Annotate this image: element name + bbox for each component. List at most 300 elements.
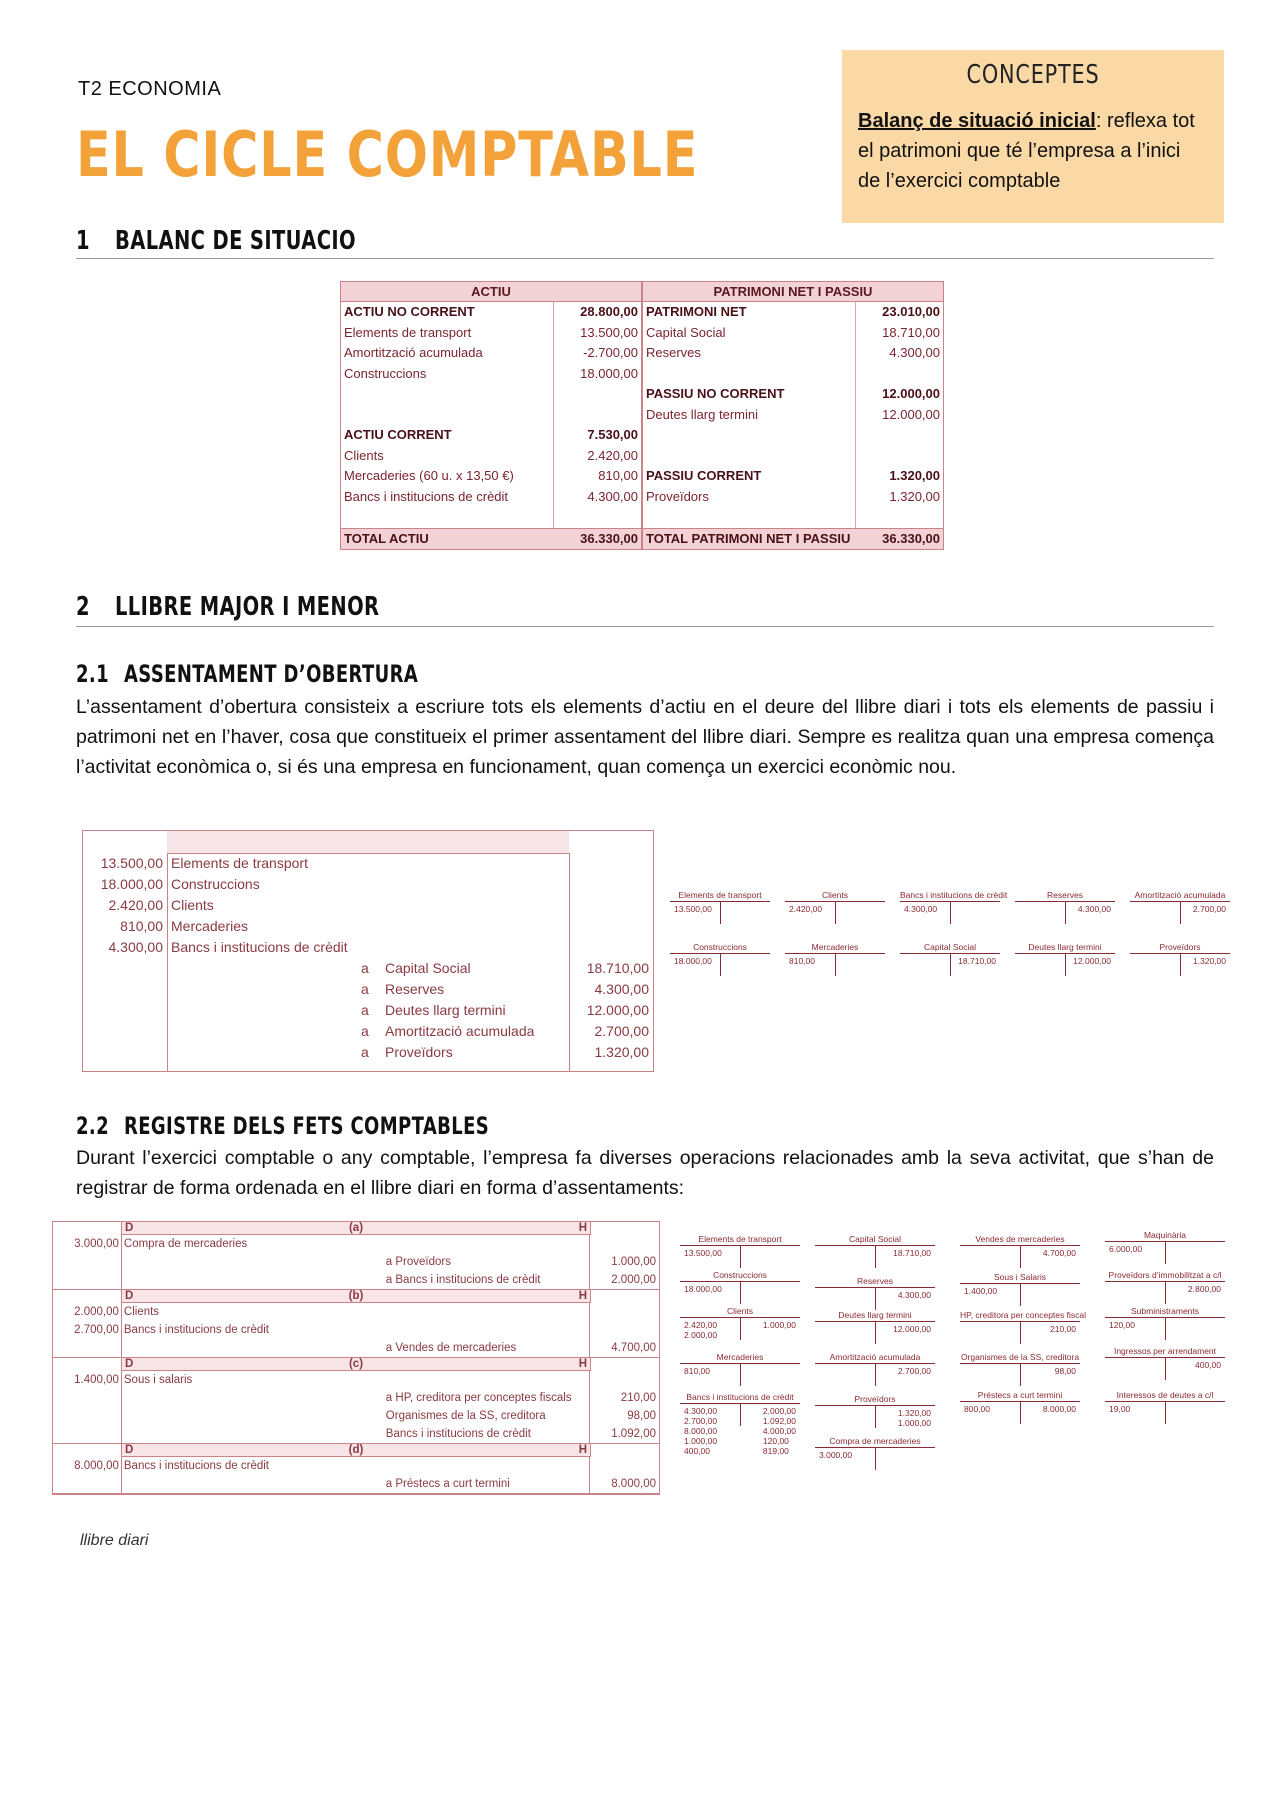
t-account-debit: 810,00 bbox=[789, 956, 815, 966]
balance-value: 1.320,00 bbox=[855, 487, 940, 508]
balance-label: Mercaderies (60 u. x 13,50 €) bbox=[344, 468, 514, 483]
balance-label: Clients bbox=[344, 447, 384, 463]
divider bbox=[76, 626, 1214, 627]
opening-debit-amount: 810,00 bbox=[120, 918, 163, 934]
t-account bbox=[680, 1234, 800, 1262]
t-account-name: Bancs i institucions de crèdit bbox=[900, 890, 1008, 900]
t-account-debit: 3.000,00 bbox=[819, 1450, 853, 1460]
t-account-name: Reserves bbox=[1015, 890, 1115, 902]
section-1-heading: 1 BALANC DE SITUACIO bbox=[76, 226, 357, 256]
journal-debit-amount bbox=[53, 1425, 121, 1443]
t-account-debit: 2.420,00 2.000,00 bbox=[684, 1320, 718, 1340]
t-account bbox=[1130, 890, 1230, 918]
journal-credit-amount: 2.000,00 bbox=[611, 1274, 656, 1286]
journal-line bbox=[53, 1457, 659, 1475]
t-account-credit: 18.710,00 bbox=[958, 956, 996, 966]
balance-row bbox=[341, 302, 641, 323]
balance-row bbox=[341, 446, 641, 467]
balance-value: 4.300,00 bbox=[553, 487, 638, 508]
balance-value: -2.700,00 bbox=[553, 343, 638, 364]
balance-value: 7.530,00 bbox=[553, 425, 638, 446]
t-account bbox=[670, 942, 770, 970]
balance-row bbox=[341, 425, 641, 446]
journal-entry-header bbox=[121, 1444, 591, 1457]
journal-debit-marker: D bbox=[125, 1222, 134, 1234]
journal-credit-amount: 210,00 bbox=[620, 1392, 656, 1404]
balance-value: 18.000,00 bbox=[553, 364, 638, 385]
journal-description: a Préstecs a curt termini bbox=[121, 1475, 590, 1493]
t-account-credit: 4.700,00 bbox=[1042, 1248, 1076, 1258]
journal-debit-marker: D bbox=[125, 1358, 134, 1370]
opening-credit-amount: 4.300,00 bbox=[594, 981, 649, 997]
opening-credit-amount: 1.320,00 bbox=[594, 1044, 649, 1060]
journal-entry bbox=[53, 1290, 659, 1358]
journal-entry bbox=[53, 1222, 659, 1290]
balance-value bbox=[553, 384, 638, 405]
balance-row bbox=[341, 466, 641, 487]
journal-credit-amount: 8.000,00 bbox=[611, 1478, 656, 1490]
journal-line bbox=[53, 1321, 659, 1339]
balance-row bbox=[341, 487, 641, 508]
balance-row bbox=[341, 343, 641, 364]
opening-debit-amount: 2.420,00 bbox=[108, 897, 163, 913]
balance-value bbox=[855, 364, 940, 385]
t-account-debit: 120,00 bbox=[1109, 1320, 1135, 1330]
balance-label: Elements de transport bbox=[344, 324, 472, 340]
t-account bbox=[1105, 1270, 1225, 1298]
journal-description: a Proveïdors bbox=[121, 1253, 590, 1271]
t-account-debit: 800,00 bbox=[964, 1404, 990, 1414]
journal-credit-amount bbox=[590, 1303, 659, 1321]
balance-right-header: PATRIMONI NET I PASSIU bbox=[713, 284, 873, 299]
opening-credit-account: Amortització acumulada bbox=[385, 1023, 535, 1039]
course-label: T2 ECONOMIA bbox=[78, 78, 222, 100]
t-account-body bbox=[1015, 902, 1115, 918]
journal-caption: llibre diari bbox=[80, 1532, 149, 1549]
t-account-body bbox=[815, 1406, 935, 1432]
journal-credit-marker: H bbox=[578, 1290, 587, 1302]
balance-value: 1.320,00 bbox=[855, 466, 940, 487]
journal-debit-amount: 2.700,00 bbox=[74, 1324, 119, 1336]
balance-row bbox=[643, 487, 943, 508]
balance-row bbox=[643, 323, 943, 344]
journal-credit-amount bbox=[590, 1371, 659, 1389]
t-account-body bbox=[670, 902, 770, 918]
balance-label: Capital Social bbox=[646, 324, 726, 340]
concepts-text bbox=[858, 106, 1208, 196]
journal-line bbox=[53, 1475, 659, 1493]
t-account-credit: 400,00 bbox=[1195, 1360, 1221, 1370]
t-account-debit: 2.420,00 bbox=[789, 904, 823, 914]
balance-left-header: ACTIU bbox=[341, 282, 643, 301]
balance-row bbox=[643, 405, 943, 426]
opening-debit-amount: 18.000,00 bbox=[100, 876, 163, 892]
total-actiu-label: TOTAL ACTIU bbox=[344, 530, 429, 546]
t-account bbox=[960, 1310, 1086, 1338]
t-account-body bbox=[670, 954, 770, 970]
journal-credit-amount: 98,00 bbox=[627, 1410, 656, 1422]
journal-line bbox=[53, 1303, 659, 1321]
journal-line bbox=[53, 1389, 659, 1407]
journal-entry bbox=[53, 1444, 659, 1494]
t-account-name: Clients bbox=[680, 1306, 800, 1318]
balance-value bbox=[855, 446, 940, 467]
t-account-debit: 18.000,00 bbox=[674, 956, 712, 966]
journal-credit-marker: H bbox=[578, 1222, 587, 1234]
t-account-name: Sous i Salaris bbox=[960, 1272, 1080, 1284]
journal-line bbox=[53, 1425, 659, 1443]
t-account-name: Proveïdors bbox=[815, 1394, 935, 1406]
balance-value: 23.010,00 bbox=[855, 302, 940, 323]
t-account-name: Construccions bbox=[680, 1270, 800, 1282]
t-account-debit: 6.000,00 bbox=[1109, 1244, 1143, 1254]
t-account-body bbox=[785, 902, 885, 918]
t-account bbox=[1015, 942, 1115, 970]
t-account bbox=[785, 890, 885, 918]
t-account-name: Amortització acumulada bbox=[1130, 890, 1230, 902]
t-account-name: Subministraments bbox=[1105, 1306, 1225, 1318]
balance-row bbox=[643, 302, 943, 323]
opening-debit-account: Construccions bbox=[171, 876, 260, 892]
opening-credit-prefix: a bbox=[361, 981, 369, 997]
t-account bbox=[680, 1306, 800, 1344]
t-account-body bbox=[785, 954, 885, 970]
journal-line bbox=[53, 1253, 659, 1271]
opening-entry-header bbox=[167, 831, 569, 854]
opening-credit-prefix: a bbox=[361, 1044, 369, 1060]
balance-label: ACTIU NO CORRENT bbox=[344, 304, 475, 319]
balance-row bbox=[341, 405, 641, 426]
journal-entry-id: (a) bbox=[348, 1222, 364, 1234]
opening-credit-account: Capital Social bbox=[385, 960, 471, 976]
concepts-title: CONCEPTES bbox=[966, 60, 1100, 90]
journal-description: a Bancs i institucions de crèdit bbox=[121, 1271, 590, 1289]
journal-debit-amount bbox=[53, 1271, 121, 1289]
opening-debit-account: Mercaderies bbox=[171, 918, 249, 934]
t-account-name: HP, creditora per conceptes fiscal bbox=[960, 1310, 1086, 1320]
t-account-body bbox=[815, 1448, 935, 1464]
t-account-body bbox=[680, 1318, 800, 1344]
journal-entry-header bbox=[121, 1222, 591, 1235]
opening-debit-account: Clients bbox=[171, 897, 214, 913]
journal-credit-marker: H bbox=[578, 1444, 587, 1456]
t-account-credit: 2.700,00 bbox=[897, 1366, 931, 1376]
journal-entry-id: (d) bbox=[348, 1444, 364, 1456]
t-account-name: Bancs i institucions de crèdit bbox=[680, 1392, 800, 1404]
balance-value: 13.500,00 bbox=[553, 323, 638, 344]
journal-credit-amount bbox=[590, 1235, 659, 1253]
t-account bbox=[1105, 1306, 1225, 1334]
balance-row bbox=[643, 466, 943, 487]
section-2-heading: 2 LLIBRE MAJOR I MENOR bbox=[76, 592, 380, 622]
t-account bbox=[785, 942, 885, 970]
t-account-credit: 210,00 bbox=[1050, 1324, 1076, 1334]
t-account bbox=[680, 1392, 800, 1460]
t-account-debit: 18.000,00 bbox=[684, 1284, 722, 1294]
opening-credit-amount: 12.000,00 bbox=[586, 1002, 649, 1018]
journal-debit-amount bbox=[53, 1339, 121, 1357]
journal-debit-marker: D bbox=[125, 1444, 134, 1456]
opening-credit-amount: 18.710,00 bbox=[586, 960, 649, 976]
t-account-name: Organismes de la SS, creditora bbox=[960, 1352, 1080, 1362]
t-account-body bbox=[960, 1364, 1080, 1380]
balance-row bbox=[643, 425, 943, 446]
t-account bbox=[960, 1272, 1080, 1300]
t-account-body bbox=[960, 1284, 1080, 1300]
t-account-name: Elements de transport bbox=[680, 1234, 800, 1246]
balance-label: Amortització acumulada bbox=[344, 345, 483, 360]
t-account-debit: 4.300,00 2.700,00 8.000,00 1.000,00 400,00 bbox=[684, 1406, 718, 1456]
t-account-body bbox=[960, 1246, 1080, 1262]
opening-credit-account: Proveïdors bbox=[385, 1044, 453, 1060]
t-account-name: Interessos de deutes a c/l bbox=[1105, 1390, 1225, 1402]
balance-right-column bbox=[643, 302, 943, 528]
t-account-name: Compra de mercaderies bbox=[815, 1436, 935, 1448]
t-account-body bbox=[900, 902, 1000, 918]
t-account-body bbox=[815, 1322, 935, 1338]
t-account-debit: 13.500,00 bbox=[674, 904, 712, 914]
t-account-debit: 4.300,00 bbox=[904, 904, 938, 914]
t-account-body bbox=[960, 1402, 1080, 1418]
t-account-credit: 98,00 bbox=[1054, 1366, 1076, 1376]
balance-row bbox=[341, 323, 641, 344]
opening-debit-account: Bancs i institucions de crèdit bbox=[171, 939, 348, 955]
total-actiu-value: 36.330,00 bbox=[580, 530, 638, 546]
balance-value bbox=[855, 425, 940, 446]
balance-value: 4.300,00 bbox=[855, 343, 940, 364]
balance-value: 18.710,00 bbox=[855, 323, 940, 344]
balance-label: PASSIU NO CORRENT bbox=[646, 386, 785, 401]
t-account-debit: 19,00 bbox=[1109, 1404, 1131, 1414]
concepts-box bbox=[842, 50, 1224, 223]
t-account-credit: 2.800,00 bbox=[1187, 1284, 1221, 1294]
journal-debit-amount bbox=[53, 1253, 121, 1271]
t-account bbox=[680, 1352, 800, 1380]
t-account-name: Vendes de mercaderies bbox=[960, 1234, 1080, 1246]
journal-credit-amount: 1.092,00 bbox=[611, 1428, 656, 1440]
t-account-body bbox=[1105, 1242, 1225, 1258]
t-account-name: Mercaderies bbox=[680, 1352, 800, 1364]
journal-description: Bancs i institucions de crèdit bbox=[121, 1321, 590, 1339]
t-account-name: Deutes llarg termini bbox=[815, 1310, 935, 1322]
t-account bbox=[1105, 1390, 1225, 1418]
opening-credit-prefix: a bbox=[361, 1023, 369, 1039]
t-account-credit: 12.000,00 bbox=[893, 1324, 931, 1334]
t-account-body bbox=[680, 1404, 800, 1460]
t-account-body bbox=[1130, 954, 1230, 970]
opening-credit-amount: 2.700,00 bbox=[594, 1023, 649, 1039]
t-account-body bbox=[1015, 954, 1115, 970]
journal-description: Compra de mercaderies bbox=[121, 1235, 590, 1253]
balance-row bbox=[341, 507, 641, 528]
balance-label: Reserves bbox=[646, 345, 701, 360]
t-account-name: Proveïdors bbox=[1130, 942, 1230, 954]
t-account-name: Deutes llarg termini bbox=[1015, 942, 1115, 954]
journal-debit-amount: 2.000,00 bbox=[74, 1306, 119, 1318]
t-account-credit: 1.320,00 1.000,00 bbox=[897, 1408, 931, 1428]
section-2-1-heading: 2.1 ASSENTAMENT D’OBERTURA bbox=[76, 660, 419, 688]
balance-row bbox=[643, 446, 943, 467]
balance-label: PASSIU CORRENT bbox=[646, 468, 762, 483]
page-title: EL CICLE COMPTABLE bbox=[76, 118, 699, 191]
journal-credit-amount bbox=[590, 1321, 659, 1339]
t-account-name: Elements de transport bbox=[670, 890, 770, 902]
balance-row bbox=[643, 507, 943, 528]
balance-value bbox=[553, 507, 638, 528]
journal-credit-amount: 1.000,00 bbox=[611, 1256, 656, 1268]
balance-row bbox=[643, 364, 943, 385]
balance-value: 810,00 bbox=[553, 466, 638, 487]
journal-entry-id: (c) bbox=[348, 1358, 364, 1370]
opening-credit-prefix: a bbox=[361, 1002, 369, 1018]
t-account bbox=[815, 1394, 935, 1432]
t-account bbox=[670, 890, 770, 918]
concept-term: Balanç de situació inicial bbox=[858, 110, 1096, 132]
t-account-body bbox=[1105, 1358, 1225, 1374]
opening-debit-amount: 13.500,00 bbox=[100, 855, 163, 871]
journal-description: Bancs i institucions de crèdit bbox=[121, 1425, 590, 1443]
balance-sheet bbox=[340, 281, 944, 550]
t-account bbox=[815, 1352, 935, 1380]
journal-entry-id: (b) bbox=[348, 1290, 364, 1302]
t-account bbox=[680, 1270, 800, 1298]
t-account-body bbox=[680, 1282, 800, 1298]
opening-entry bbox=[82, 830, 654, 1072]
t-account-body bbox=[815, 1288, 935, 1304]
journal-entry-header bbox=[121, 1358, 591, 1371]
section-2-1-text: L’assentament d’obertura consisteix a escriure tots els elements d’actiu en el deure del llibre diari i tots els elements de passiu i patrimoni net en l’haver, cosa que constitueix el primer assentament del llibre diari. Sempre es realitza quan una empresa comença l’activitat econòmica o, si és una empresa en funcionament, quan comença un exercici econòmic nou. bbox=[76, 696, 1214, 778]
t-account-body bbox=[680, 1246, 800, 1262]
t-account-name: Proveïdors d’immobilitzat a c/l bbox=[1105, 1270, 1225, 1282]
t-account-credit: 1.000,00 bbox=[762, 1320, 796, 1330]
t-account-body bbox=[1105, 1402, 1225, 1418]
balance-label: Bancs i institucions de crèdit bbox=[344, 488, 509, 504]
journal-debit-amount: 3.000,00 bbox=[74, 1238, 119, 1250]
balance-label: Construccions bbox=[344, 365, 427, 381]
journal-line bbox=[53, 1371, 659, 1389]
t-account bbox=[815, 1234, 935, 1262]
journal-debit-amount: 1.400,00 bbox=[74, 1374, 119, 1386]
t-account-debit: 810,00 bbox=[684, 1366, 710, 1376]
t-account-name: Ingressos per arrendament bbox=[1105, 1346, 1225, 1358]
total-passiu-label: TOTAL PATRIMONI NET I PASSIU bbox=[646, 530, 851, 546]
t-account bbox=[960, 1390, 1080, 1418]
journal-debit-amount bbox=[53, 1389, 121, 1407]
t-account-name: Capital Social bbox=[900, 942, 1000, 954]
t-account-name: Amortització acumulada bbox=[815, 1352, 935, 1364]
t-account-credit: 12.000,00 bbox=[1073, 956, 1111, 966]
total-passiu-value: 36.330,00 bbox=[882, 530, 940, 546]
t-account-name: Préstecs a curt termini bbox=[960, 1390, 1080, 1402]
balance-value bbox=[855, 507, 940, 528]
t-account-body bbox=[815, 1246, 935, 1262]
journal-description: a HP, creditora per conceptes fiscals bbox=[121, 1389, 590, 1407]
journal-description: Clients bbox=[121, 1303, 590, 1321]
balance-row bbox=[341, 364, 641, 385]
opening-credit-account: Reserves bbox=[385, 981, 445, 997]
journal-credit-marker: H bbox=[578, 1358, 587, 1370]
opening-credit-prefix: a bbox=[361, 960, 369, 976]
journal-credit-amount: 4.700,00 bbox=[611, 1342, 656, 1354]
t-account-body bbox=[680, 1364, 800, 1380]
t-account-debit: 13.500,00 bbox=[684, 1248, 722, 1258]
t-account-body bbox=[1130, 902, 1230, 918]
t-account-credit: 2.000,00 1.092,00 4.000,00 120,00 819,00 bbox=[762, 1406, 796, 1456]
t-account bbox=[960, 1352, 1080, 1380]
t-account bbox=[900, 942, 1000, 970]
journal-description: a Vendes de mercaderies bbox=[121, 1339, 590, 1357]
t-account-credit: 1.320,00 bbox=[1192, 956, 1226, 966]
balance-value bbox=[553, 405, 638, 426]
balance-label: PATRIMONI NET bbox=[646, 304, 747, 319]
t-account-credit: 18.710,00 bbox=[893, 1248, 931, 1258]
balance-label: Proveïdors bbox=[646, 488, 709, 504]
journal-debit-amount: 8.000,00 bbox=[74, 1460, 119, 1472]
section-2-2-heading: 2.2 REGISTRE DELS FETS COMPTABLES bbox=[76, 1112, 490, 1140]
t-account-body bbox=[1105, 1282, 1225, 1298]
t-account-body bbox=[900, 954, 1000, 970]
t-account-body bbox=[815, 1364, 935, 1380]
journal-line bbox=[53, 1271, 659, 1289]
t-account bbox=[1105, 1346, 1225, 1374]
balance-value: 28.800,00 bbox=[553, 302, 638, 323]
opening-debit-amount: 4.300,00 bbox=[108, 939, 163, 955]
t-account bbox=[1105, 1230, 1225, 1258]
journal-line bbox=[53, 1407, 659, 1425]
t-account-name: Maquinària bbox=[1105, 1230, 1225, 1242]
journal-debit-amount bbox=[53, 1407, 121, 1425]
t-account-name: Capital Social bbox=[815, 1234, 935, 1246]
balance-label: Deutes llarg termini bbox=[646, 406, 758, 422]
concept-definition: : reflexa tot el patrimoni que té l’empresa a l’inici de l’exercici comptable bbox=[858, 110, 1195, 192]
t-account-body bbox=[960, 1322, 1080, 1338]
balance-value: 2.420,00 bbox=[553, 446, 638, 467]
t-account-credit: 2.700,00 bbox=[1192, 904, 1226, 914]
t-account bbox=[960, 1234, 1080, 1262]
journal-line bbox=[53, 1339, 659, 1357]
t-account-debit: 1.400,00 bbox=[964, 1286, 998, 1296]
journal-entries bbox=[52, 1221, 660, 1495]
t-account bbox=[815, 1436, 935, 1464]
section-2-2-text: Durant l’exercici comptable o any comptable, l’empresa fa diverses operacions relacionades amb la seva activitat, que s’han de registrar de forma ordenada en el llibre diari en forma d’assentaments: bbox=[76, 1147, 1214, 1199]
t-account-name: Mercaderies bbox=[785, 942, 885, 954]
t-account-credit: 4.300,00 bbox=[1077, 904, 1111, 914]
journal-entry-header bbox=[121, 1290, 591, 1303]
balance-value: 12.000,00 bbox=[855, 384, 940, 405]
balance-value: 12.000,00 bbox=[855, 405, 940, 426]
t-account bbox=[1130, 942, 1230, 970]
t-account-name: Clients bbox=[785, 890, 885, 902]
journal-description: Sous i salaris bbox=[121, 1371, 590, 1389]
t-account bbox=[1015, 890, 1115, 918]
t-account-name: Reserves bbox=[815, 1276, 935, 1288]
journal-line bbox=[53, 1235, 659, 1253]
journal-description: Organismes de la SS, creditora bbox=[121, 1407, 590, 1425]
journal-entry bbox=[53, 1358, 659, 1444]
t-account bbox=[815, 1310, 935, 1338]
opening-debit-account: Elements de transport bbox=[171, 855, 308, 871]
t-account-credit: 4.300,00 bbox=[897, 1290, 931, 1300]
balance-row bbox=[341, 384, 641, 405]
journal-debit-marker: D bbox=[125, 1290, 134, 1302]
t-account-body bbox=[1105, 1318, 1225, 1334]
t-account-credit: 8.000,00 bbox=[1042, 1404, 1076, 1414]
divider bbox=[76, 258, 1214, 259]
t-account bbox=[815, 1276, 935, 1304]
balance-label: ACTIU CORRENT bbox=[344, 427, 452, 442]
balance-left-column bbox=[341, 302, 643, 528]
journal-debit-amount bbox=[53, 1475, 121, 1493]
